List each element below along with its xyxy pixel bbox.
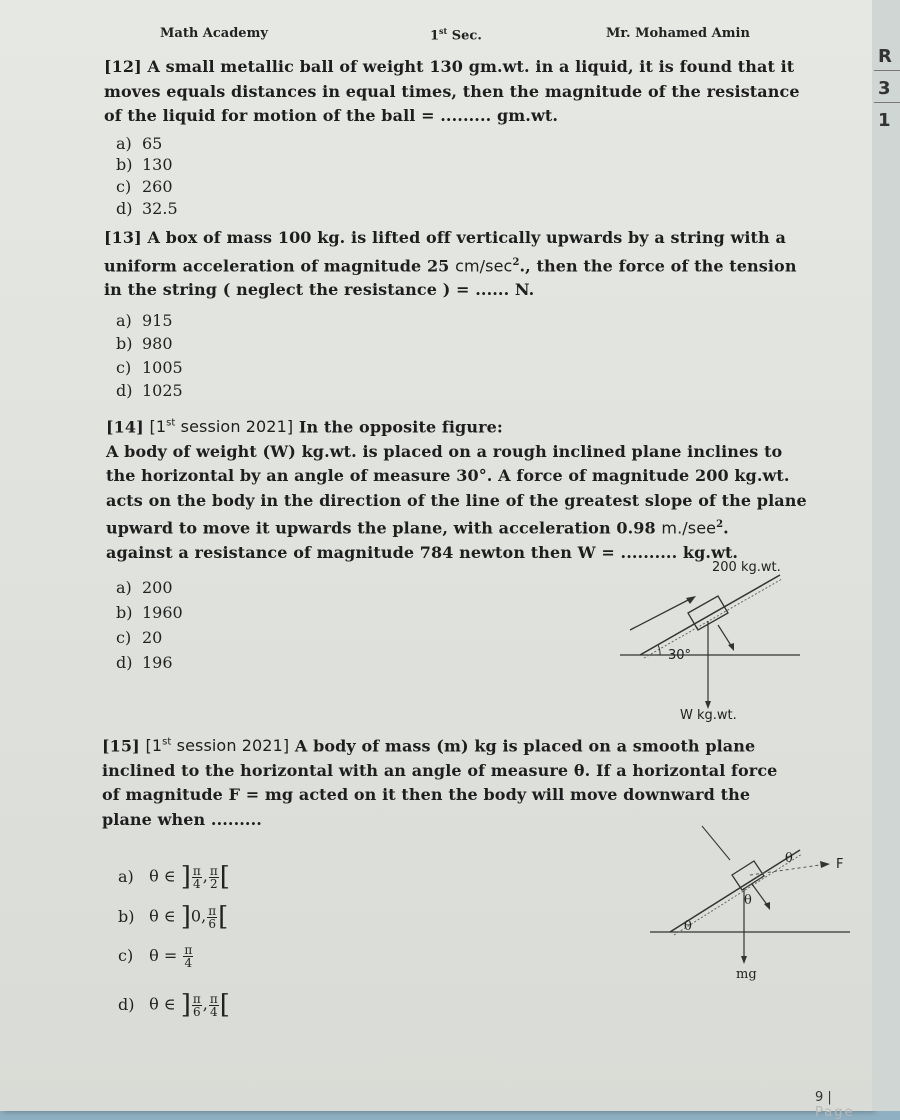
option-value: 1005	[142, 358, 183, 377]
q15-option-c[interactable]	[118, 944, 194, 969]
q15-theta-label-base: θ	[684, 919, 692, 934]
q15-session-sup: st	[162, 737, 172, 748]
header-left: Math Academy	[160, 26, 268, 41]
q14-line-6: against a resistance of magnitude 784 newton then W = .......... kg.wt.	[106, 543, 739, 563]
q15-line-2: inclined to the horizontal with an angle of measure θ. If a horizontal force	[102, 760, 778, 780]
numerator: π	[209, 863, 218, 878]
denominator: 6	[208, 916, 216, 931]
header-center-rest: Sec.	[447, 28, 482, 44]
adjacent-page-char-3: 1	[878, 110, 891, 131]
q14-normal-arrow	[718, 625, 732, 647]
q12-line-1: [12] A small metallic ball of weight 130 gm.wt. in a liquid, it is found that it	[104, 57, 795, 76]
open-bracket: ]	[180, 902, 191, 932]
q14-unit-sup: 2	[716, 519, 724, 531]
close-bracket: [	[218, 902, 229, 932]
q14-force-arrowhead	[686, 596, 696, 604]
q14-session-sup: st	[166, 418, 176, 429]
denominator: 6	[193, 1004, 201, 1019]
q15-line-4: plane when .........	[102, 809, 262, 829]
q14-line-2: A body of weight (W) kg.wt. is placed on a rough inclined plane inclines to	[106, 441, 783, 461]
q12-line-3: of the liquid for motion of the ball = ......... gm.wt.	[104, 106, 558, 125]
interval-start: 0	[190, 906, 202, 926]
open-bracket: ]	[180, 990, 191, 1020]
q15-force-arrowhead	[820, 861, 830, 868]
option-label: d)	[116, 653, 133, 672]
page-number-value: 9	[815, 1090, 824, 1105]
q15-session	[145, 736, 289, 755]
q12-line-2: moves equals distances in equal times, then the magnitude of the resistance	[104, 81, 800, 101]
option-value: 260	[142, 177, 173, 196]
option-value: 915	[142, 311, 173, 330]
open-bracket: ]	[180, 862, 191, 892]
q15-perp-line	[702, 826, 730, 860]
option-label: c)	[116, 177, 132, 196]
q12-option-b[interactable]	[116, 155, 173, 174]
q14-option-c[interactable]	[116, 628, 162, 647]
option-label: d)	[116, 381, 133, 400]
q13-option-b[interactable]	[116, 334, 173, 353]
numerator: π	[208, 903, 217, 918]
q14-session	[149, 417, 293, 436]
q14-line-3: the horizontal by an angle of measure 30°. A force of magnitude 200 kg.wt.	[106, 466, 790, 486]
adjacent-page-char-1: R	[878, 46, 892, 67]
numerator: π	[209, 991, 218, 1006]
q13-unit: cm/sec	[455, 255, 513, 275]
q13-line-2-a: uniform acceleration of magnitude 25	[104, 255, 456, 275]
option-theta: θ ∈	[149, 906, 176, 926]
q14-num: [14]	[106, 417, 144, 437]
q13-line-2	[104, 251, 797, 279]
denominator: 2	[210, 876, 218, 891]
q14-option-b[interactable]	[116, 603, 183, 622]
q15-line-1	[102, 731, 777, 759]
option-value: 65	[142, 134, 163, 153]
q12-option-a[interactable]	[116, 134, 162, 153]
option-label: c)	[118, 946, 134, 965]
option-label: b)	[116, 155, 133, 174]
option-value: 200	[142, 578, 173, 597]
denominator: 4	[184, 956, 193, 970]
page-number-word: Page	[815, 1105, 855, 1120]
q15-option-b[interactable]: b) θ ∈ ]0, $\frac{\pi}{6}$ [	[118, 902, 229, 932]
q15-session-b: session 2021]	[171, 736, 290, 756]
option-label: d)	[116, 199, 133, 218]
fraction	[192, 993, 202, 1018]
q14-force-arrow	[630, 598, 692, 630]
q15-theta-label-top: θ	[785, 851, 793, 866]
option-value: 1025	[142, 381, 183, 400]
q14-line-1	[106, 412, 807, 440]
fraction	[183, 944, 193, 969]
option-label: a)	[116, 134, 132, 153]
option-label: b)	[116, 603, 133, 622]
q13-line-1: [13] A box of mass 100 kg. is lifted off vertically upwards by a string with a	[104, 228, 786, 247]
option-label: b)	[116, 334, 133, 353]
q14-unit: m./see	[661, 518, 717, 538]
q15-surface	[674, 854, 802, 935]
header-center-num: 1	[430, 28, 440, 44]
q15-force-label: F	[836, 857, 844, 872]
adjacent-page-divider	[874, 102, 900, 103]
q14-weight-label: W kg.wt.	[680, 708, 737, 723]
fraction	[209, 865, 219, 890]
q14-line-5	[106, 513, 807, 541]
q12-option-d[interactable]	[116, 199, 178, 218]
numerator: π	[192, 863, 201, 878]
q15-weight-label: mg	[736, 967, 757, 982]
q15-normal-arrowhead	[764, 902, 770, 910]
q12-option-c[interactable]	[116, 177, 173, 196]
option-value: 20	[142, 628, 163, 647]
close-bracket: [	[219, 862, 230, 892]
q15-option-d[interactable]: d) θ ∈ ] $\frac{\pi}{6}$ , $\frac{\pi}{4}$ [	[118, 990, 230, 1020]
header-right: Mr. Mohamed Amin	[606, 26, 750, 41]
question-12-text	[104, 55, 800, 129]
q14-option-a[interactable]	[116, 578, 173, 597]
option-value: 1960	[142, 603, 183, 622]
q14-force-label: 200 kg.wt.	[712, 560, 781, 575]
q13-option-d[interactable]	[116, 381, 183, 400]
option-label: a)	[116, 578, 132, 597]
q15-option-a[interactable]: a) θ ∈ ] $\frac{\pi}{4}$ , $\frac{\pi}{2}$ [	[118, 862, 230, 892]
q15-line-3: of magnitude F = mg acted on it then the body will move downward the	[102, 785, 751, 805]
q14-option-d[interactable]	[116, 653, 173, 672]
option-value: 196	[142, 653, 173, 672]
q13-line-3: in the string ( neglect the resistance ) = ...... N.	[104, 280, 535, 300]
page-number	[815, 1090, 872, 1120]
fraction	[207, 905, 217, 930]
q15-inclined-plane-figure	[640, 820, 860, 990]
adjacent-page-char-2: 3	[878, 78, 891, 99]
question-13-text	[104, 226, 797, 303]
q14-session-b: session 2021]	[175, 417, 294, 437]
denominator: 4	[210, 1004, 218, 1019]
q14-line-5-a: upward to move it upwards the plane, with acceleration 0.98	[106, 518, 662, 538]
option-value: 980	[142, 334, 173, 353]
numerator: π	[184, 943, 193, 957]
q14-line-4: acts on the body in the direction of the line of the greatest slope of the plane	[106, 490, 807, 510]
fraction	[209, 993, 219, 1018]
page-number-separator: |	[827, 1090, 832, 1105]
q14-incline-line	[640, 575, 780, 655]
q13-option-a[interactable]	[116, 311, 173, 330]
question-14-text	[106, 412, 807, 566]
option-label: a)	[116, 311, 132, 330]
q14-line-5-b: .	[723, 518, 729, 538]
q14-rough-surface	[644, 579, 782, 658]
denominator: 4	[193, 876, 201, 891]
option-theta: θ ∈	[149, 994, 176, 1014]
option-value: 32.5	[142, 199, 178, 218]
q15-session-a: [1	[145, 736, 163, 756]
q14-session-a: [1	[149, 417, 167, 437]
q15-normal-arrow	[752, 884, 768, 906]
q13-unit-sup: 2	[512, 256, 520, 268]
adjacent-page-edge	[872, 0, 900, 1111]
adjacent-page-divider	[874, 70, 900, 71]
fraction	[192, 865, 202, 890]
header-center-sup: st	[439, 26, 448, 36]
question-15-text	[102, 731, 777, 832]
q15-weight-arrowhead	[741, 956, 747, 964]
option-label: c)	[116, 358, 132, 377]
q13-option-c[interactable]	[116, 358, 183, 377]
option-theta: θ =	[149, 946, 178, 965]
q14-normal-arrowhead	[728, 643, 734, 651]
option-value: 130	[142, 155, 173, 174]
option-label: d)	[118, 994, 135, 1014]
q14-inclined-plane-figure	[600, 555, 830, 725]
q15-num: [15]	[102, 736, 140, 756]
header-center	[430, 26, 482, 43]
q13-line-2-b: ., then the force of the tension	[519, 255, 797, 275]
option-label: b)	[118, 906, 135, 926]
close-bracket: [	[219, 990, 230, 1020]
option-label: c)	[116, 628, 132, 647]
q14-intro: In the opposite figure:	[293, 417, 503, 437]
numerator: π	[192, 991, 201, 1006]
q15-intro: A body of mass (m) kg is placed on a smooth plane	[289, 736, 756, 756]
q14-angle-label: 30°	[668, 648, 692, 663]
option-theta: θ ∈	[149, 866, 176, 886]
option-label: a)	[118, 866, 134, 886]
q15-theta-label-mid: θ	[744, 893, 752, 908]
